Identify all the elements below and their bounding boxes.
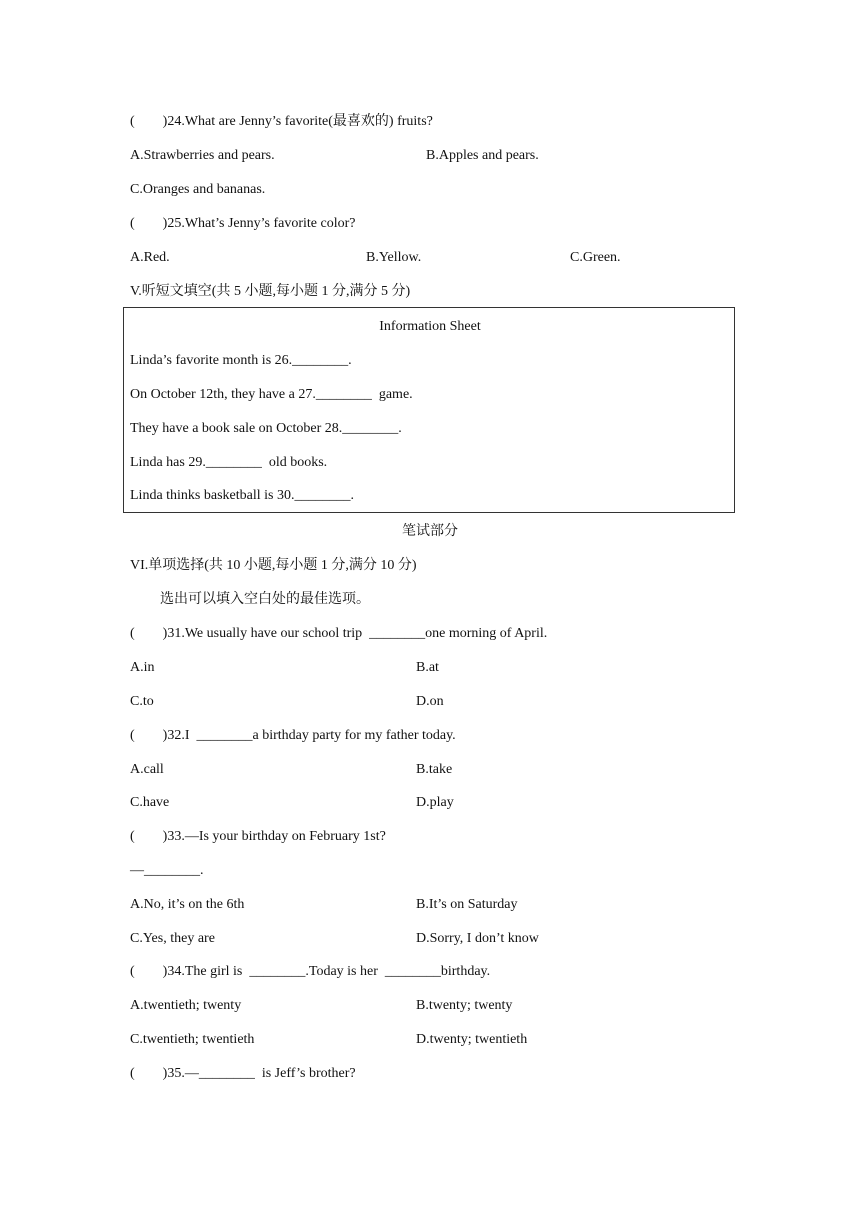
question-32-stem: ( )32.I ________a birthday party for my father today. xyxy=(130,728,456,743)
sheet-row-28: They have a book sale on October 28.________. xyxy=(130,421,402,436)
q33-option-a: A.No, it’s on the 6th xyxy=(130,897,245,912)
sheet-row-27: On October 12th, they have a 27.________ game. xyxy=(130,387,413,402)
sheet-row-26: Linda’s favorite month is 26.________. xyxy=(130,353,352,368)
q33-option-c: C.Yes, they are xyxy=(130,931,215,946)
written-part-title: 笔试部分 xyxy=(402,524,458,539)
q25-option-b: B.Yellow. xyxy=(366,250,422,265)
q32-option-d: D.play xyxy=(416,795,454,810)
section-6-title: VI.单项选择(共 10 小题,每小题 1 分,满分 10 分) xyxy=(130,558,417,573)
information-sheet-box xyxy=(123,307,735,513)
q32-option-b: B.take xyxy=(416,762,453,777)
question-34-stem: ( )34.The girl is ________.Today is her ________birthday. xyxy=(130,964,491,979)
q34-option-b: B.twenty; twenty xyxy=(416,998,513,1013)
question-33-response: —________. xyxy=(130,863,204,878)
sheet-row-30: Linda thinks basketball is 30.________. xyxy=(130,488,354,503)
q24-option-c: C.Oranges and bananas. xyxy=(130,182,266,197)
q34-option-d: D.twenty; twentieth xyxy=(416,1032,528,1047)
q25-option-c: C.Green. xyxy=(570,250,621,265)
section-6-instruction: 选出可以填入空白处的最佳选项。 xyxy=(160,592,370,607)
question-24-stem: ( )24.What are Jenny’s favorite(最喜欢的) fruits? xyxy=(130,114,433,129)
q25-option-a: A.Red. xyxy=(130,250,170,265)
question-25-stem: ( )25.What’s Jenny’s favorite color? xyxy=(130,216,356,231)
q34-option-a: A.twentieth; twenty xyxy=(130,998,242,1013)
q31-option-b: B.at xyxy=(416,660,439,675)
q33-option-d: D.Sorry, I don’t know xyxy=(416,931,539,946)
q24-option-a: A.Strawberries and pears. xyxy=(130,148,275,163)
question-35-stem: ( )35.—________ is Jeff’s brother? xyxy=(130,1066,356,1081)
q32-option-c: C.have xyxy=(130,795,170,810)
sheet-row-29: Linda has 29.________ old books. xyxy=(130,455,328,470)
q33-option-b: B.It’s on Saturday xyxy=(416,897,518,912)
q24-option-b: B.Apples and pears. xyxy=(426,148,539,163)
question-33-stem: ( )33.—Is your birthday on February 1st? xyxy=(130,829,386,844)
q31-option-a: A.in xyxy=(130,660,155,675)
q31-option-d: D.on xyxy=(416,694,444,709)
q31-option-c: C.to xyxy=(130,694,154,709)
q34-option-c: C.twentieth; twentieth xyxy=(130,1032,255,1047)
section-5-title: V.听短文填空(共 5 小题,每小题 1 分,满分 5 分) xyxy=(130,284,411,299)
information-sheet-title: Information Sheet xyxy=(379,319,481,334)
q32-option-a: A.call xyxy=(130,762,164,777)
question-31-stem: ( )31.We usually have our school trip ________one morning of April. xyxy=(130,626,548,641)
